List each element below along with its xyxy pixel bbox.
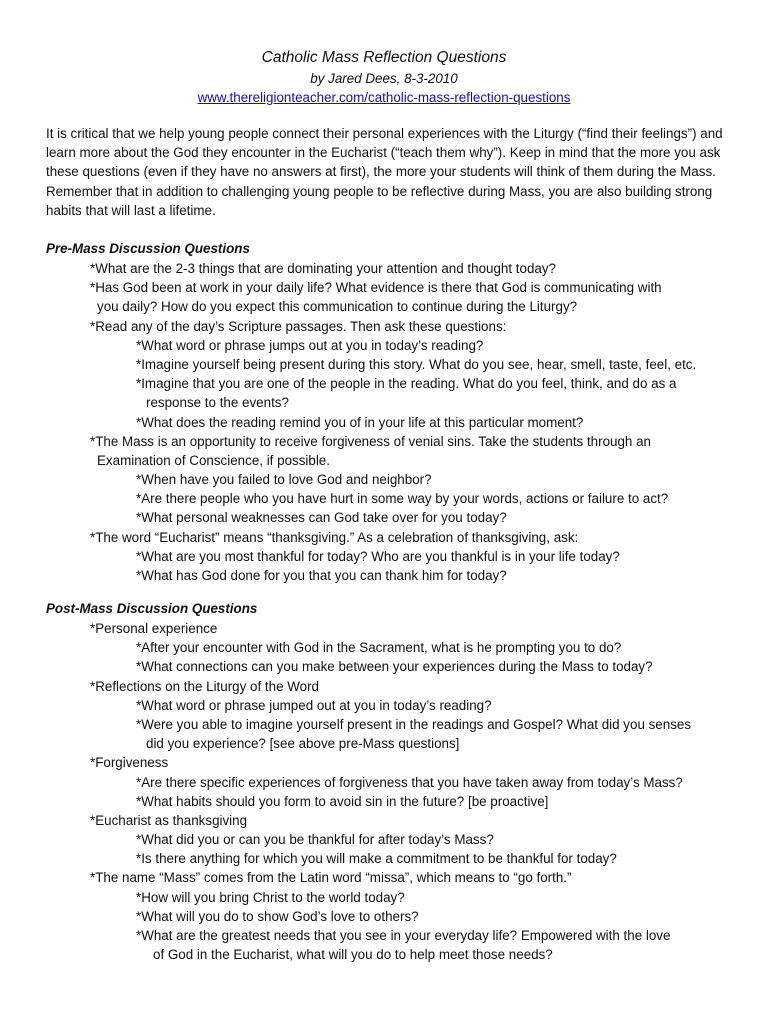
intro-paragraph: It is critical that we help young people connect their personal experiences with the Liturgy (“find their feelings”) and learn more about the God they encounter in the Eucharist (“teach them why”). Keep in mind that the more you ask these questions (even if they have no answers at first), the more your students will think of them during the Mass. Remember that in addition to challenging young people to be reflective during Mass, you are also building strong habits that will last a lifetime. <box>46 126 723 218</box>
post-mass-question-list <box>46 619 746 964</box>
list-item-continuation: response to the events? <box>146 395 289 411</box>
list-item: *Were you able to imagine yourself present in the readings and Gospel? What did you senses <box>136 716 692 732</box>
list-item: *Is there anything for which you will make a commitment to be thankful for today? <box>136 851 617 867</box>
list-item: *Are there specific experiences of forgiveness that you have taken away from today’s Mass? <box>136 774 683 790</box>
list-item: *Are there people who you have hurt in some way by your words, actions or failure to act? <box>136 491 669 507</box>
list-item: *When have you failed to love God and neighbor? <box>136 472 432 488</box>
list-item: *Has God been at work in your daily life? What evidence is there that God is communicating with <box>90 280 662 296</box>
list-item-continuation: did you experience? [see above pre-Mass questions] <box>146 736 460 752</box>
list-item: *What connections can you make between your experiences during the Mass to today? <box>136 659 653 675</box>
list-item: *The word “Eucharist” means “thanksgiving.” As a celebration of thanksgiving, ask: <box>90 529 579 545</box>
list-item: *Read any of the day’s Scripture passages. Then ask these questions: <box>90 318 507 334</box>
list-item: *The Mass is an opportunity to receive forgiveness of venial sins. Take the students through an <box>90 433 651 449</box>
source-url-link[interactable]: www.thereligionteacher.com/catholic-mass-reflection-questions <box>197 90 571 105</box>
list-item: *What habits should you form to avoid sin in the future? [be proactive] <box>136 793 549 809</box>
list-item: *What did you or can you be thankful for after today’s Mass? <box>136 832 494 848</box>
list-item: *Forgiveness <box>90 755 169 771</box>
list-item: *What word or phrase jumped out at you in today’s reading? <box>136 697 492 713</box>
list-item: *What has God done for you that you can thank him for today? <box>136 568 507 583</box>
intro-paragraph-block <box>46 124 736 220</box>
list-item: *Reflections on the Liturgy of the Word <box>90 678 320 694</box>
list-item: *The name “Mass” comes from the Latin word “missa”, which means to “go forth.” <box>90 870 572 886</box>
list-item: *What will you do to show God’s love to others? <box>136 908 419 924</box>
list-item-continuation: you daily? How do you expect this communication to continue during the Liturgy? <box>97 299 578 315</box>
list-item: *How will you bring Christ to the world today? <box>136 889 405 905</box>
list-item: *Eucharist as thanksgiving <box>90 812 248 828</box>
list-item: *What are you most thankful for today? Who are you thankful is in your life today? <box>136 548 620 564</box>
list-item: *What personal weaknesses can God take over for you today? <box>136 510 507 526</box>
pre-mass-heading: Pre-Mass Discussion Questions <box>46 241 250 256</box>
list-item: *What are the 2-3 things that are dominating your attention and thought today? <box>90 261 557 276</box>
list-item: *Personal experience <box>90 621 218 636</box>
author-byline: by Jared Dees, 8-3-2010 <box>310 71 458 86</box>
list-item-continuation: of God in the Eucharist, what will you do to help meet those needs? <box>153 947 553 963</box>
list-item: *What word or phrase jumps out at you in today’s reading? <box>136 337 484 353</box>
post-mass-heading: Post-Mass Discussion Questions <box>46 601 258 616</box>
list-item: *Imagine that you are one of the people in the reading. What do you feel, think, and do as a <box>136 376 677 392</box>
document-title: Catholic Mass Reflection Questions <box>261 49 507 66</box>
list-item-continuation: Examination of Conscience, if possible. <box>97 452 330 468</box>
list-item: *Imagine yourself being present during this story. What do you see, hear, smell, taste, feel, etc. <box>136 356 697 372</box>
list-item: *What does the reading remind you of in your life at this particular moment? <box>136 414 584 430</box>
list-item: *After your encounter with God in the Sacrament, what is he prompting you to do? <box>136 640 622 656</box>
list-item: *What are the greatest needs that you see in your everyday life? Empowered with the love <box>136 928 671 943</box>
document-header <box>0 47 768 107</box>
pre-mass-question-list <box>46 259 746 585</box>
